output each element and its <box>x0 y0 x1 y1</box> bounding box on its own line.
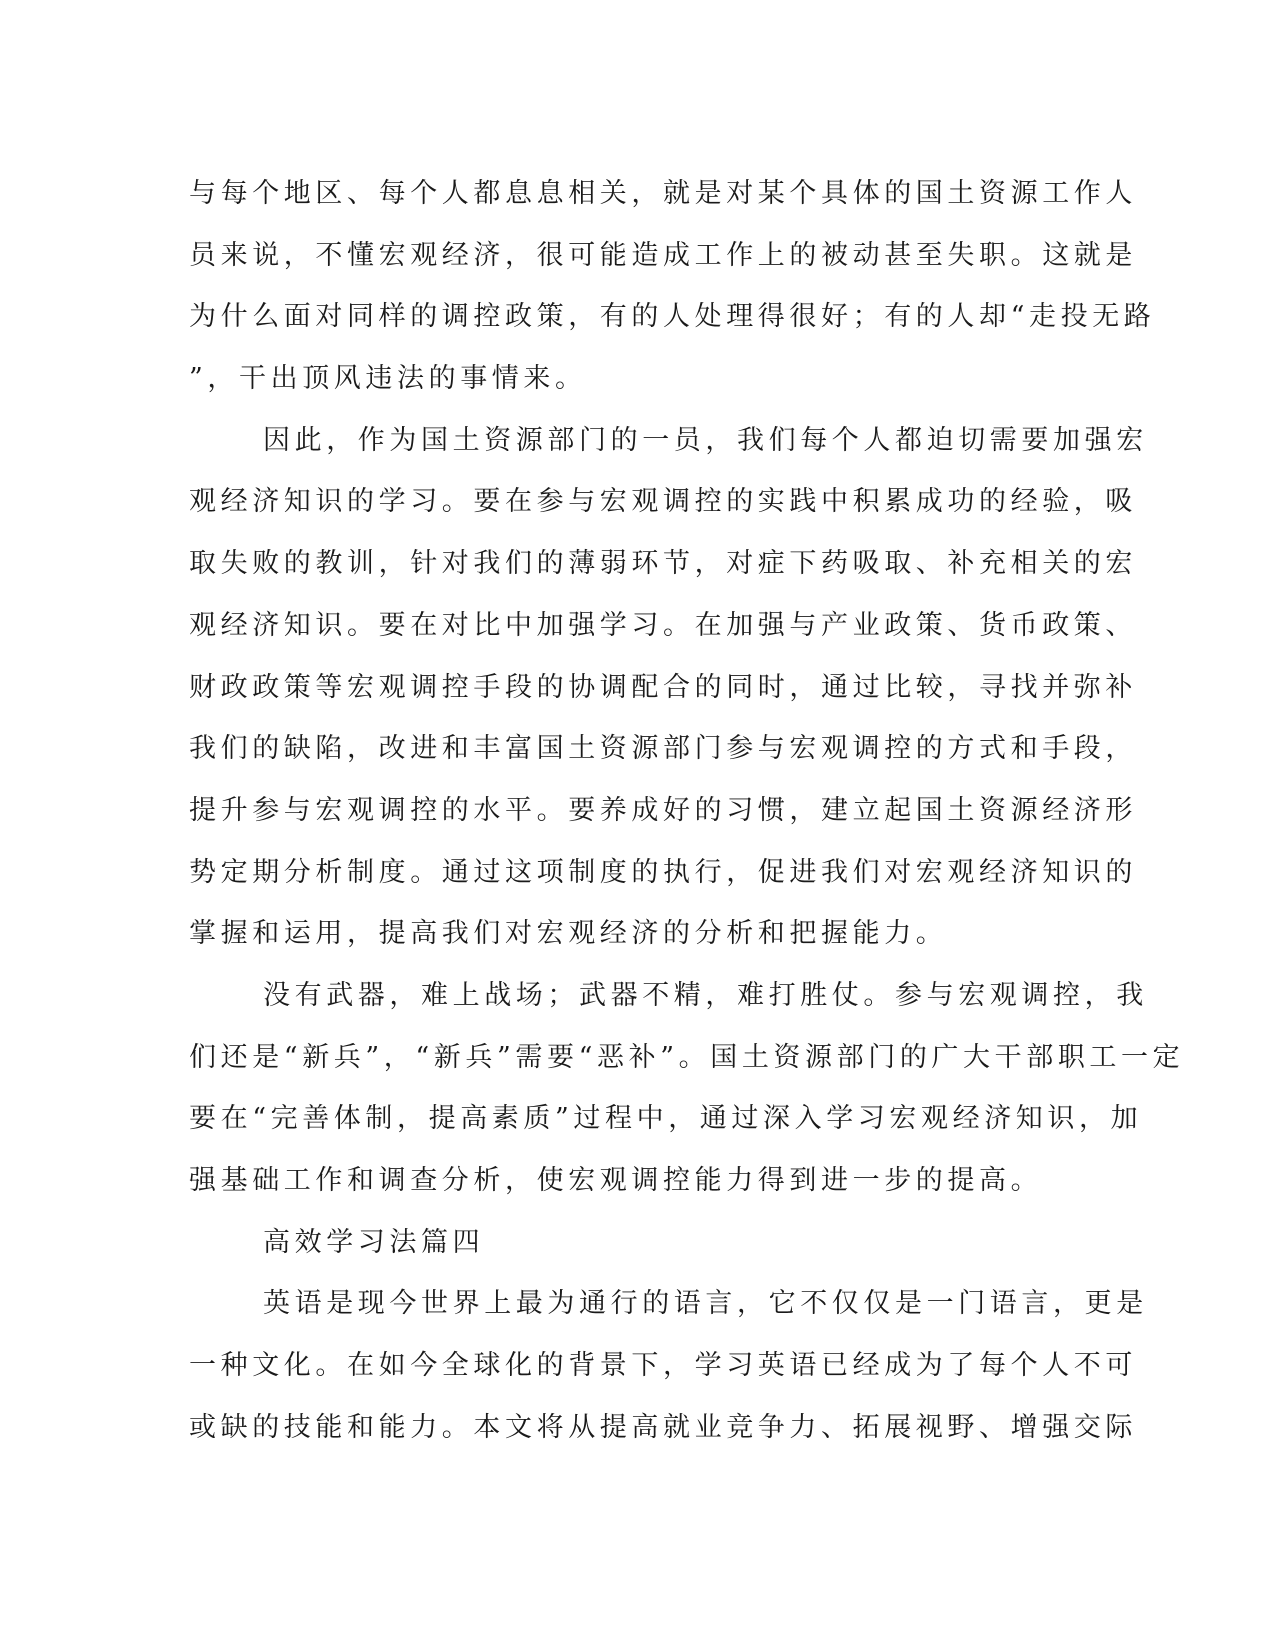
text-line: 掌握和运用，提高我们对宏观经济的分析和把握能力。 <box>189 918 948 950</box>
text-line: 没有武器，难上战场；武器不精，难打胜仗。参与宏观调控，我 <box>263 979 1148 1011</box>
text-line: 员来说，不懂宏观经济，很可能造成工作上的被动甚至失职。这就是 <box>189 239 1137 271</box>
text-line: 英语是现今世界上最为通行的语言，它不仅仅是一门语言，更是 <box>263 1288 1148 1320</box>
document-body <box>189 163 1185 1458</box>
text-line: 取失败的教训，针对我们的薄弱环节，对症下药吸取、补充相关的宏 <box>189 548 1137 580</box>
text-line: 与每个地区、每个人都息息相关，就是对某个具体的国土资源工作人 <box>189 178 1137 209</box>
text-line: 一种文化。在如今全球化的背景下，学习英语已经成为了每个人不可 <box>189 1350 1137 1382</box>
text-line: ”，干出顶风违法的事情来。 <box>189 363 587 395</box>
text-line: 观经济知识的学习。要在参与宏观调控的实践中积累成功的经验，吸 <box>189 486 1137 518</box>
text-line: 们还是“新兵”，“新兵”需要“恶补”。国土资源部门的广大干部职工一定 <box>189 1041 1185 1073</box>
text-line: 为什么面对同样的调控政策，有的人处理得很好；有的人却“走投无路 <box>189 301 1156 333</box>
text-line: 因此，作为国土资源部门的一员，我们每个人都迫切需要加强宏 <box>263 424 1148 456</box>
text-line: 势定期分析制度。通过这项制度的执行，促进我们对宏观经济知识的 <box>189 856 1137 888</box>
text-line: 强基础工作和调查分析，使宏观调控能力得到进一步的提高。 <box>189 1165 1043 1196</box>
text-line: 提升参与宏观调控的水平。要养成好的习惯，建立起国土资源经济形 <box>189 794 1137 826</box>
section-heading: 高效学习法篇四 <box>263 1226 485 1258</box>
text-line: 我们的缺陷，改进和丰富国土资源部门参与宏观调控的方式和手段， <box>189 733 1137 765</box>
text-line: 财政政策等宏观调控手段的协调配合的同时，通过比较，寻找并弥补 <box>189 671 1137 703</box>
text-line: 要在“完善体制，提高素质”过程中，通过深入学习宏观经济知识，加 <box>189 1103 1143 1135</box>
text-line: 或缺的技能和能力。本文将从提高就业竞争力、拓展视野、增强交际 <box>189 1411 1137 1443</box>
text-line: 观经济知识。要在对比中加强学习。在加强与产业政策、货币政策、 <box>189 609 1137 641</box>
